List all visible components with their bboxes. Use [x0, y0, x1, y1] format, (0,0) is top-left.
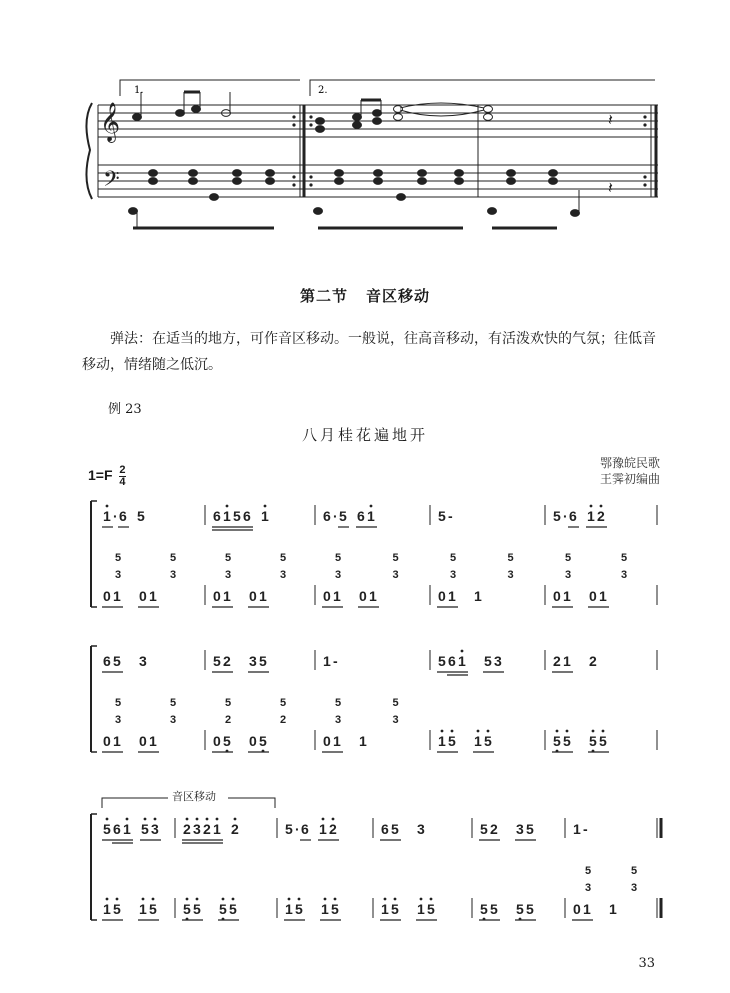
melody-note: 5 [480, 821, 488, 837]
accompaniment-note: 1 [438, 733, 446, 749]
melody-note: 6 [323, 508, 331, 524]
melody-note: - [448, 508, 453, 524]
accompaniment-note: 5 [229, 901, 237, 917]
melody-note: 6 [119, 508, 127, 524]
accompaniment-note: 0 [589, 588, 597, 604]
svg-text:𝄽: 𝄽 [608, 178, 613, 197]
melody-octave-dot [600, 505, 603, 508]
melody-note: 6 [113, 821, 121, 837]
accompaniment-octave-dot [441, 730, 444, 733]
accompaniment-note: 5 [553, 733, 561, 749]
accompaniment-note: 1 [333, 588, 341, 604]
accompaniment-octave-dot [384, 898, 387, 901]
chord-tone: 5 [115, 697, 122, 709]
melody-octave-dot [126, 818, 129, 821]
chord-tone: 3 [225, 569, 232, 581]
melody-note: 5 [438, 653, 446, 669]
chord-tone: 3 [631, 882, 638, 894]
chord-tone: 5 [392, 552, 399, 564]
accompaniment-note: 5 [599, 733, 607, 749]
melody-note: 6 [103, 653, 111, 669]
chord-tone: 5 [170, 552, 177, 564]
accompaniment-octave-dot [430, 898, 433, 901]
accompaniment-note: 5 [589, 733, 597, 749]
accompaniment-note: 1 [333, 733, 341, 749]
chord-tone: 5 [450, 552, 457, 564]
melody-octave-dot [461, 650, 464, 653]
time-top: 2 [119, 464, 126, 476]
accompaniment-note: 0 [139, 733, 147, 749]
accompaniment-note: 1 [149, 733, 157, 749]
melody-note: 6 [357, 508, 365, 524]
chord-tone: 3 [170, 569, 177, 581]
melody-octave-dot [106, 505, 109, 508]
accompaniment-note: 1 [113, 588, 121, 604]
melody-note: 6 [301, 821, 309, 837]
melody-note: 2 [490, 821, 498, 837]
chord-tone: 3 [565, 569, 572, 581]
accompaniment-note: 5 [295, 901, 303, 917]
accompaniment-octave-dot [196, 898, 199, 901]
accompaniment-note: 1 [417, 901, 425, 917]
chord-tone: 3 [507, 569, 514, 581]
accompaniment-note: 0 [249, 733, 257, 749]
melody-octave-dot [226, 505, 229, 508]
accompaniment-note: 5 [563, 733, 571, 749]
accompaniment-note: 5 [149, 901, 157, 917]
melody-note: 1 [458, 653, 466, 669]
accompaniment-octave-dot [334, 898, 337, 901]
melody-note: 6 [243, 508, 251, 524]
volta-1-label: 1. [134, 85, 144, 96]
chord-tone: 3 [280, 569, 287, 581]
svg-text:𝄞: 𝄞 [100, 102, 121, 142]
melody-octave-dot [144, 818, 147, 821]
melody-note: 3 [139, 653, 147, 669]
accompaniment-note: 5 [259, 733, 267, 749]
melody-note: 1 [573, 821, 581, 837]
accompaniment-note: 5 [183, 901, 191, 917]
chord-tone: 5 [170, 697, 177, 709]
chord-tone: 5 [585, 865, 592, 877]
melody-note: 5 [391, 821, 399, 837]
body-paragraph: 弹法：在适当的地方，可作音区移动。一般说，往高音移动，有活泼欢快的气氛；往低音移动，情绪随之低沉。 [82, 331, 656, 373]
melody-note: 5 [137, 508, 145, 524]
melody-note: 2 [597, 508, 605, 524]
melody-octave-dot [322, 818, 325, 821]
melody-note: 1 [319, 821, 327, 837]
volta-2-label: 2. [318, 85, 328, 96]
accompaniment-note: 5 [427, 901, 435, 917]
chord-tone: 5 [565, 552, 572, 564]
accompaniment-octave-dot [142, 898, 145, 901]
chord-tone: 3 [450, 569, 457, 581]
chord-tone: 5 [631, 865, 638, 877]
melody-octave-dot [234, 818, 237, 821]
melody-note: 6 [448, 653, 456, 669]
annotation-bracket-left [102, 798, 168, 808]
melody-note: 5 [526, 821, 534, 837]
melody-note: 2 [231, 821, 239, 837]
accompaniment-octave-dot [556, 730, 559, 733]
chord-tone: 5 [225, 697, 232, 709]
accompaniment-octave-dot [106, 898, 109, 901]
melody-octave-dot [196, 818, 199, 821]
section-title: 音区移动 [366, 287, 431, 305]
melody-note: · [113, 508, 118, 524]
melody-note: 1 [323, 653, 331, 669]
accompaniment-note: 0 [323, 733, 331, 749]
accompaniment-octave-dot [602, 730, 605, 733]
chord-tone: 3 [335, 714, 342, 726]
accompaniment-octave-dot [324, 898, 327, 901]
annotation-bracket-right [228, 798, 275, 808]
chord-tone: 3 [392, 569, 399, 581]
accompaniment-note: 0 [553, 588, 561, 604]
melody-octave-dot [206, 818, 209, 821]
melody-note: 3 [494, 653, 502, 669]
melody-note: 1 [103, 508, 111, 524]
accompaniment-note: 1 [139, 901, 147, 917]
melody-note: 1 [563, 653, 571, 669]
accompaniment-note: 1 [369, 588, 377, 604]
accompaniment-octave-dot [451, 730, 454, 733]
melody-octave-dot [106, 818, 109, 821]
melody-note: 5 [141, 821, 149, 837]
melody-note: 6 [381, 821, 389, 837]
accompaniment-note: 0 [213, 733, 221, 749]
melody-octave-dot [154, 818, 157, 821]
melody-note: 5 [339, 508, 347, 524]
melody-octave-dot [332, 818, 335, 821]
accompaniment-note: 5 [223, 733, 231, 749]
accompaniment-note: 5 [113, 901, 121, 917]
melody-note: 2 [589, 653, 597, 669]
accompaniment-note: 1 [321, 901, 329, 917]
accompaniment-note: 1 [259, 588, 267, 604]
credit-origin: 鄂豫皖民歌 [599, 456, 660, 470]
melody-note: 6 [213, 508, 221, 524]
accompaniment-note: 5 [484, 733, 492, 749]
accompaniment-note: 0 [139, 588, 147, 604]
svg-text:𝄢: 𝄢 [103, 167, 120, 197]
melody-note: 1 [123, 821, 131, 837]
accompaniment-note: 0 [103, 733, 111, 749]
chord-tone: 3 [115, 714, 122, 726]
chord-tone: 5 [507, 552, 514, 564]
melody-octave-dot [370, 505, 373, 508]
accompaniment-note: 5 [391, 901, 399, 917]
melody-note: 1 [213, 821, 221, 837]
accompaniment-note: 0 [438, 588, 446, 604]
chord-tone: 3 [335, 569, 342, 581]
accompaniment-note: 1 [474, 733, 482, 749]
chord-tone: 5 [335, 552, 342, 564]
melody-note: 5 [233, 508, 241, 524]
register-shift-annotation: 音区移动 [172, 790, 216, 803]
accompaniment-note: 1 [103, 901, 111, 917]
melody-note: 2 [203, 821, 211, 837]
accompaniment-octave-dot [288, 898, 291, 901]
chord-tone: 3 [170, 714, 177, 726]
key-label: 1=F [88, 467, 113, 484]
melody-note: 5 [213, 653, 221, 669]
melody-note: 6 [569, 508, 577, 524]
melody-octave-dot [216, 818, 219, 821]
melody-octave-dot [590, 505, 593, 508]
accompaniment-note: 0 [359, 588, 367, 604]
accompaniment-note: 1 [223, 588, 231, 604]
accompaniment-note: 1 [149, 588, 157, 604]
accompaniment-octave-dot [298, 898, 301, 901]
melody-note: 2 [329, 821, 337, 837]
melody-note: - [333, 653, 338, 669]
accompaniment-note: 0 [103, 588, 111, 604]
accompaniment-octave-dot [566, 730, 569, 733]
melody-note: 2 [553, 653, 561, 669]
accompaniment-note: 1 [381, 901, 389, 917]
melody-note: 5 [438, 508, 446, 524]
chord-tone: 3 [585, 882, 592, 894]
accompaniment-note: 1 [563, 588, 571, 604]
chord-tone: 3 [621, 569, 628, 581]
accompaniment-note: 0 [323, 588, 331, 604]
melody-note: · [295, 821, 300, 837]
accompaniment-octave-dot [232, 898, 235, 901]
melody-note: 1 [587, 508, 595, 524]
melody-note: 1 [261, 508, 269, 524]
accompaniment-note: 1 [599, 588, 607, 604]
accompaniment-octave-dot [152, 898, 155, 901]
accompaniment-octave-dot [487, 730, 490, 733]
accompaniment-octave-dot [420, 898, 423, 901]
chord-tone: 5 [280, 697, 287, 709]
credit-arranger: 王霁初编曲 [599, 472, 660, 486]
accompaniment-note: 0 [249, 588, 257, 604]
accompaniment-octave-dot [394, 898, 397, 901]
melody-note: · [563, 508, 568, 524]
chord-tone: 2 [225, 714, 232, 726]
melody-octave-dot [264, 505, 267, 508]
melody-note: 5 [103, 821, 111, 837]
chord-tone: 5 [280, 552, 287, 564]
chord-tone: 5 [115, 552, 122, 564]
melody-note: 5 [484, 653, 492, 669]
accompaniment-octave-dot [186, 898, 189, 901]
chord-tone: 3 [115, 569, 122, 581]
accompaniment-note: 5 [219, 901, 227, 917]
melody-note: · [333, 508, 338, 524]
song-title: 八月桂花遍地开 [301, 426, 428, 444]
chord-tone: 5 [392, 697, 399, 709]
accompaniment-octave-dot [592, 730, 595, 733]
melody-note: 5 [113, 653, 121, 669]
chord-tone: 2 [280, 714, 287, 726]
accompaniment-note: 0 [573, 901, 581, 917]
melody-note: 2 [223, 653, 231, 669]
melody-note: 3 [249, 653, 257, 669]
svg-text:𝄽: 𝄽 [608, 110, 613, 129]
accompaniment-note: 5 [526, 901, 534, 917]
accompaniment-note: 5 [490, 901, 498, 917]
accompaniment-note: 1 [474, 588, 482, 604]
melody-note: 1 [367, 508, 375, 524]
accompaniment-octave-dot [222, 898, 225, 901]
chord-tone: 3 [392, 714, 399, 726]
accompaniment-note: 1 [448, 588, 456, 604]
accompaniment-note: 5 [516, 901, 524, 917]
example-label: 例 23 [108, 402, 142, 417]
time-bottom: 4 [119, 476, 126, 488]
accompaniment-note: 1 [359, 733, 367, 749]
page-number: 33 [638, 956, 655, 971]
accompaniment-note: 1 [113, 733, 121, 749]
melody-note: 5 [553, 508, 561, 524]
accompaniment-octave-dot [116, 898, 119, 901]
accompaniment-note: 0 [213, 588, 221, 604]
melody-note: 3 [516, 821, 524, 837]
accompaniment-note: 1 [285, 901, 293, 917]
accompaniment-note: 5 [480, 901, 488, 917]
accompaniment-octave-dot [477, 730, 480, 733]
melody-note: 3 [417, 821, 425, 837]
chord-tone: 5 [335, 697, 342, 709]
melody-note: 5 [285, 821, 293, 837]
accompaniment-note: 5 [448, 733, 456, 749]
melody-note: 2 [183, 821, 191, 837]
melody-note: 3 [151, 821, 159, 837]
chord-tone: 5 [225, 552, 232, 564]
melody-note: 5 [259, 653, 267, 669]
accompaniment-note: 1 [609, 901, 617, 917]
melody-note: 3 [193, 821, 201, 837]
melody-octave-dot [186, 818, 189, 821]
melody-note: - [583, 821, 588, 837]
accompaniment-note: 5 [193, 901, 201, 917]
accompaniment-note: 1 [583, 901, 591, 917]
section-number: 第二节 [299, 287, 348, 305]
accompaniment-note: 5 [331, 901, 339, 917]
chord-tone: 5 [621, 552, 628, 564]
melody-note: 1 [223, 508, 231, 524]
